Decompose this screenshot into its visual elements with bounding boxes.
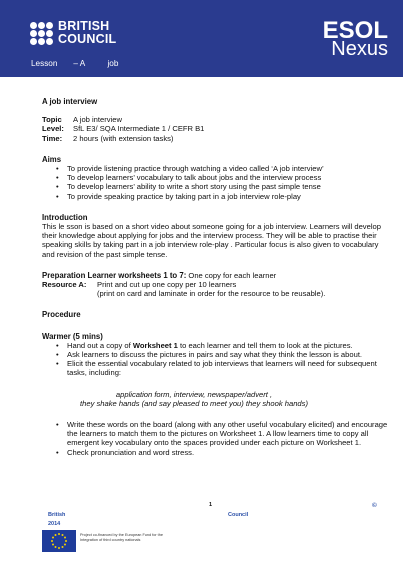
breadcrumb: Lesson – A job — [31, 59, 119, 68]
list-item: • To develop learners’ ability to write a short story using the past simple tense — [56, 182, 390, 191]
introduction-text: This le sson is based on a short video about someone going for a job interview. Learners will develop their knowledge about applying for jobs and the interview process. They will be able to practise their speaking skills by taking part in a job interview role-play . Particular focus is also given to vocabulary and revision of the past simple tense. — [42, 222, 381, 259]
aims-list — [56, 164, 390, 201]
footer-british: British — [48, 512, 66, 518]
list-item: • To provide listening practice through watching a video called ‘A job interview’ — [56, 164, 390, 173]
aims-heading: Aims — [42, 154, 62, 164]
level-row — [42, 124, 390, 133]
topic-value: A job interview — [73, 115, 122, 125]
list-item: • Ask learners to discuss the pictures in pairs and say what they think the lesson is about. — [56, 350, 390, 359]
page-number: 1 — [209, 502, 213, 508]
introduction-heading: Introduction — [42, 212, 88, 222]
resource-line-2: (print on card and laminate in order for the resource to be reusable). — [97, 289, 326, 299]
list-item — [56, 341, 390, 350]
logo-line-1: BRITISH — [58, 19, 110, 33]
warmer-list — [56, 341, 390, 378]
page-title: A job interview — [42, 97, 98, 106]
vocabulary-line-2: they shake hands (and say pleased to meet you) they shook hands) — [80, 398, 308, 408]
preparation-line — [42, 271, 390, 280]
warmer-item-post: to each learner and tell them to look at the pictures. — [177, 340, 353, 350]
activity-list — [56, 420, 390, 457]
footer-council: Council — [228, 512, 249, 518]
footer-year: 2014 — [48, 521, 61, 527]
warmer-heading: Warmer (5 mins) — [42, 331, 103, 341]
eu-funding-text: Project co-financed by the European Fund for the Integration of third country nationals — [80, 533, 163, 542]
brand-esol: ESOL — [322, 17, 388, 44]
warmer-item-pre: Hand out a copy of — [67, 340, 133, 350]
time-label: Time: — [42, 133, 63, 143]
header-banner — [0, 0, 403, 77]
list-item: • To develop learners’ vocabulary to talk about jobs and the interview process — [56, 173, 390, 182]
topic-label: Topic — [42, 115, 62, 125]
eu-flag-icon — [42, 530, 76, 552]
copyright-symbol: © — [372, 502, 377, 509]
list-item: • Check pronunciation and word stress. — [56, 448, 390, 457]
worksheet-ref: Worksheet 1 — [132, 340, 178, 350]
document-body — [42, 97, 390, 457]
time-value: 2 hours (with extension tasks) — [73, 133, 174, 143]
list-item: • Elicit the essential vocabulary related to job interviews that learners will need for subsequent tasks, including: — [56, 359, 390, 377]
procedure-heading: Procedure — [42, 310, 81, 320]
preparation-text: One copy for each learner — [186, 270, 277, 280]
logo-dots-icon — [30, 22, 54, 46]
list-item: • To provide speaking practice by taking part in a job interview role-play — [56, 192, 390, 201]
time-row — [42, 134, 390, 143]
level-value: SfL E3/ SQA Intermediate 1 / CEFR B1 — [73, 124, 205, 134]
resource-label: Resource A: — [42, 280, 87, 290]
resource-line-1: Print and cut up one copy per 10 learners — [97, 280, 237, 290]
preparation-heading: Preparation Learner worksheets 1 to 7: — [42, 270, 187, 280]
logo-text — [58, 20, 116, 46]
list-item: • Write these words on the board (along with any other useful vocabulary elicited) and encourage the learners to match them to the pictures on Worksheet 1. A llow learners time to copy all emergent key vocabulary onto the spaces provided under each picture on Worksheet 1. — [56, 420, 390, 448]
logo-line-2: COUNCIL — [58, 32, 117, 46]
brand-nexus: Nexus — [331, 38, 388, 60]
resource-row — [42, 280, 390, 289]
level-label: Level: — [42, 124, 64, 134]
topic-row — [42, 115, 390, 124]
vocabulary-line-1: application form, interview, newspaper/advert , — [115, 389, 273, 399]
